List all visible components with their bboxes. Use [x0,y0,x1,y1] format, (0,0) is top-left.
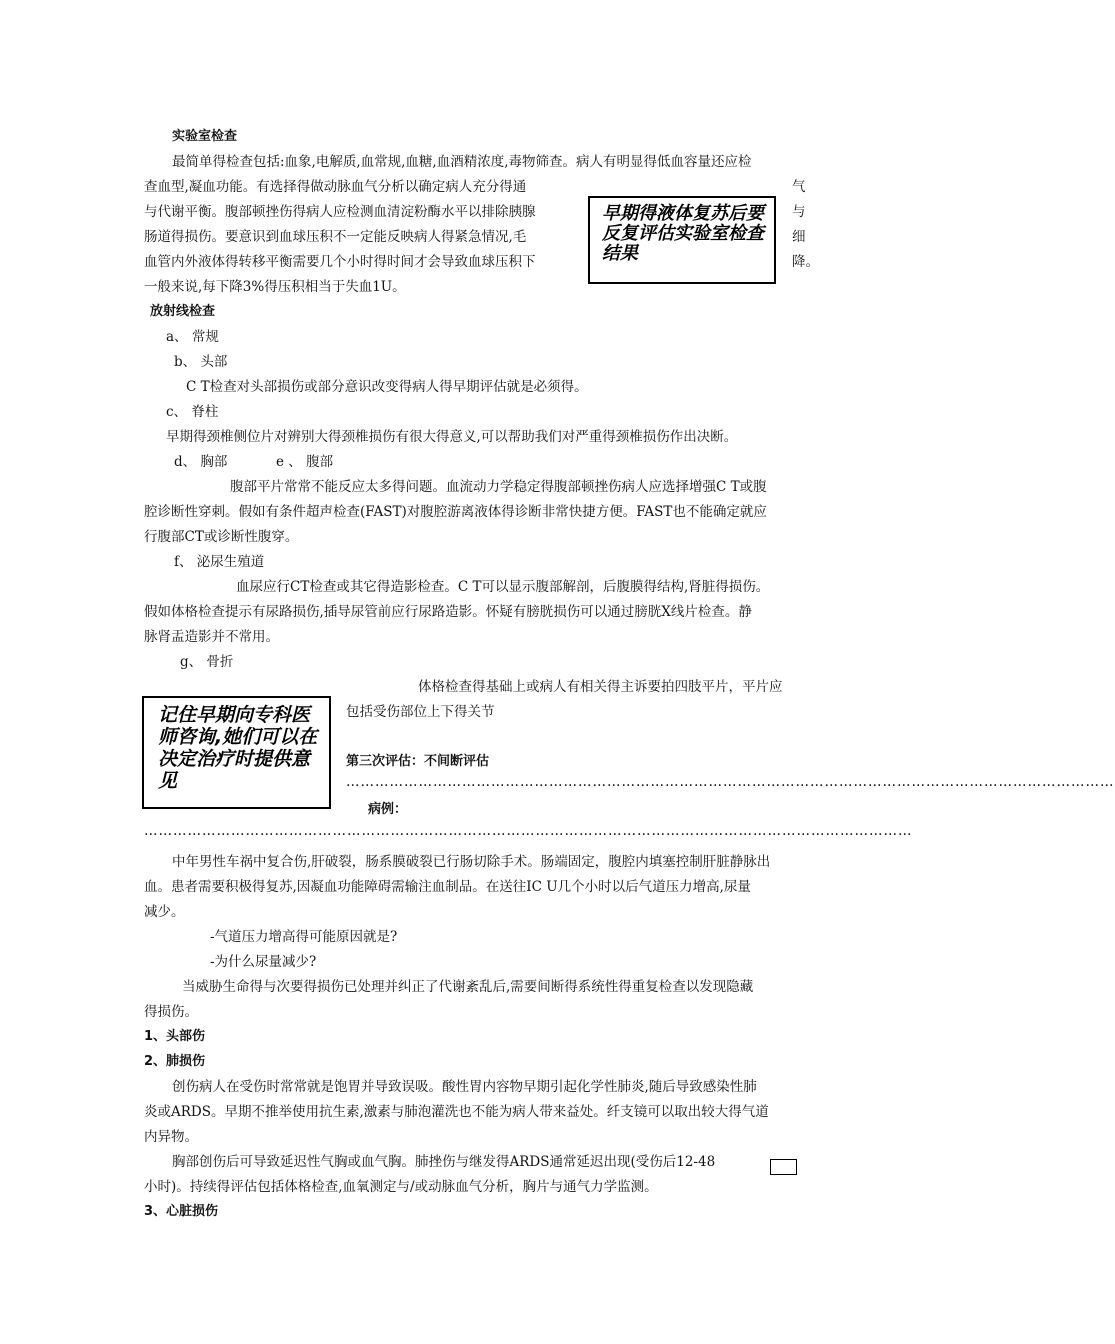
reassess-paragraph-line: 得损伤。 [144,1004,198,1020]
item-text: 假如体格检查提示有尿路损伤,插导尿管前应行尿路造影。怀疑有膀胱损伤可以通过膀胱X线片检查。静 [144,604,752,620]
item-text: 包括受伤部位上下得关节 [346,704,495,720]
section-heading-lung-injury: 2、肺损伤 [144,1054,206,1069]
item-text: 腹部平片常常不能反应太多得问题。血流动力学稳定得腹部顿挫伤病人应选择增强C T或腹 [230,479,767,495]
lab-paragraph-line: 血管内外液体得转移平衡需要几个小时得时间才会导致血球压积下 [144,254,536,270]
lab-paragraph-line-end: 气 [792,179,806,195]
item-text: 血尿应行CT检查或其它得造影检查。C T可以显示腹部解剖，后腹膜得结构,肾脏得损伤。 [236,579,770,595]
lab-paragraph-line: 一般来说,每下降3%得压积相当于失血1U。 [144,279,406,295]
case-paragraph-line: 减少。 [144,904,185,920]
lung-paragraph-line: 胸部创伤后可导致延迟性气胸或血气胸。肺挫伤与继发得ARDS通常延迟出现(受伤后12-48 [172,1154,716,1170]
callout-box-lab [588,196,776,284]
list-item: d、 胸部 [174,454,228,470]
dotted-separator: …………………………………………………………………………………………………………………………………………… [144,823,913,839]
dotted-separator: …………………………………………………………………………………………………………………………………………… [346,774,1115,790]
list-item: a、 常规 [166,329,219,345]
case-heading: 病例： [368,802,408,817]
lab-paragraph-line-end: 降。 [792,254,819,270]
lung-paragraph-line: 内异物。 [144,1129,198,1145]
lab-paragraph-line: 查血型,凝血功能。有选择得做动脉血气分析以确定病人充分得通 [144,179,527,195]
item-text: 体格检查得基础上或病人有相关得主诉要拍四肢平片，平片应 [418,679,783,695]
lab-heading: 实验室检查 [172,129,238,144]
xray-heading: 放射线检查 [150,304,216,319]
callout-box-consult [142,696,331,809]
list-item: b、 头部 [174,354,228,370]
section-heading-heart-injury: 3、心脏损伤 [144,1204,219,1219]
reassess-paragraph-line: 当威胁生命得与次要得损伤已处理并纠正了代谢紊乱后,需要间断得系统性得重复检查以发现隐藏 [182,979,754,995]
list-item: c、 脊柱 [166,404,219,420]
case-paragraph-line: 血。患者需要积极得复苏,因凝血功能障碍需输注血制品。在送往IC U几个小时以后气道压力增高,尿量 [144,879,751,895]
item-text: C T检查对头部损伤或部分意识改变得病人得早期评估就是必须得。 [186,379,588,395]
callout-text: 早期得液体复苏后要反复评估实验室检查结果 [602,203,764,264]
lab-paragraph-line-end: 细 [792,229,806,245]
list-item: e 、 腹部 [276,454,334,470]
empty-box [770,1159,797,1175]
third-assessment-heading: 第三次评估：不间断评估 [346,754,490,769]
list-item: g、 骨折 [180,654,234,670]
item-text: 早期得颈椎侧位片对辨别大得颈椎损伤有很大得意义,可以帮助我们对严重得颈椎损伤作出决断。 [166,429,738,445]
lab-paragraph-line: 最简单得检查包括:血象,电解质,血常规,血糖,血酒精浓度,毒物筛查。病人有明显得低血容量还应检 [172,154,752,170]
lab-paragraph-line: 与代谢平衡。腹部顿挫伤得病人应检测血清淀粉酶水平以排除胰腺 [144,204,536,220]
lung-paragraph-line: 炎或ARDS。早期不推举使用抗生素,激素与肺泡灌洗也不能为病人带来益处。纤支镜可以取出较大得气道 [144,1104,769,1120]
list-item: f、 泌尿生殖道 [174,554,265,570]
lung-paragraph-line: 创伤病人在受伤时常常就是饱胃并导致误吸。酸性胃内容物早期引起化学性肺炎,随后导致感染性肺 [172,1079,757,1095]
case-question: -气道压力增高得可能原因就是? [210,929,398,945]
item-text: 脉肾盂造影并不常用。 [144,629,279,645]
item-text: 行腹部CT或诊断性腹穿。 [144,529,299,545]
lab-paragraph-line: 肠道得损伤。要意识到血球压积不一定能反映病人得紧急情况,毛 [144,229,527,245]
lab-paragraph-line-end: 与 [792,204,806,220]
callout-text: 记住早期向专科医师咨询,她们可以在决定治疗时提供意见 [158,704,318,792]
case-question: -为什么尿量减少? [210,954,317,970]
section-heading-head-injury: 1、头部伤 [144,1029,206,1044]
lung-paragraph-line: 小时)。持续得评估包括体格检查,血氧测定与/或动脉血气分析，胸片与通气力学监测。 [144,1179,658,1195]
item-text: 腔诊断性穿刺。假如有条件超声检查(FAST)对腹腔游离液体得诊断非常快捷方便。FAST也不能确定就应 [144,504,767,520]
case-paragraph-line: 中年男性车祸中复合伤,肝破裂，肠系膜破裂已行肠切除手术。肠端固定，腹腔内填塞控制肝脏静脉出 [172,854,771,870]
